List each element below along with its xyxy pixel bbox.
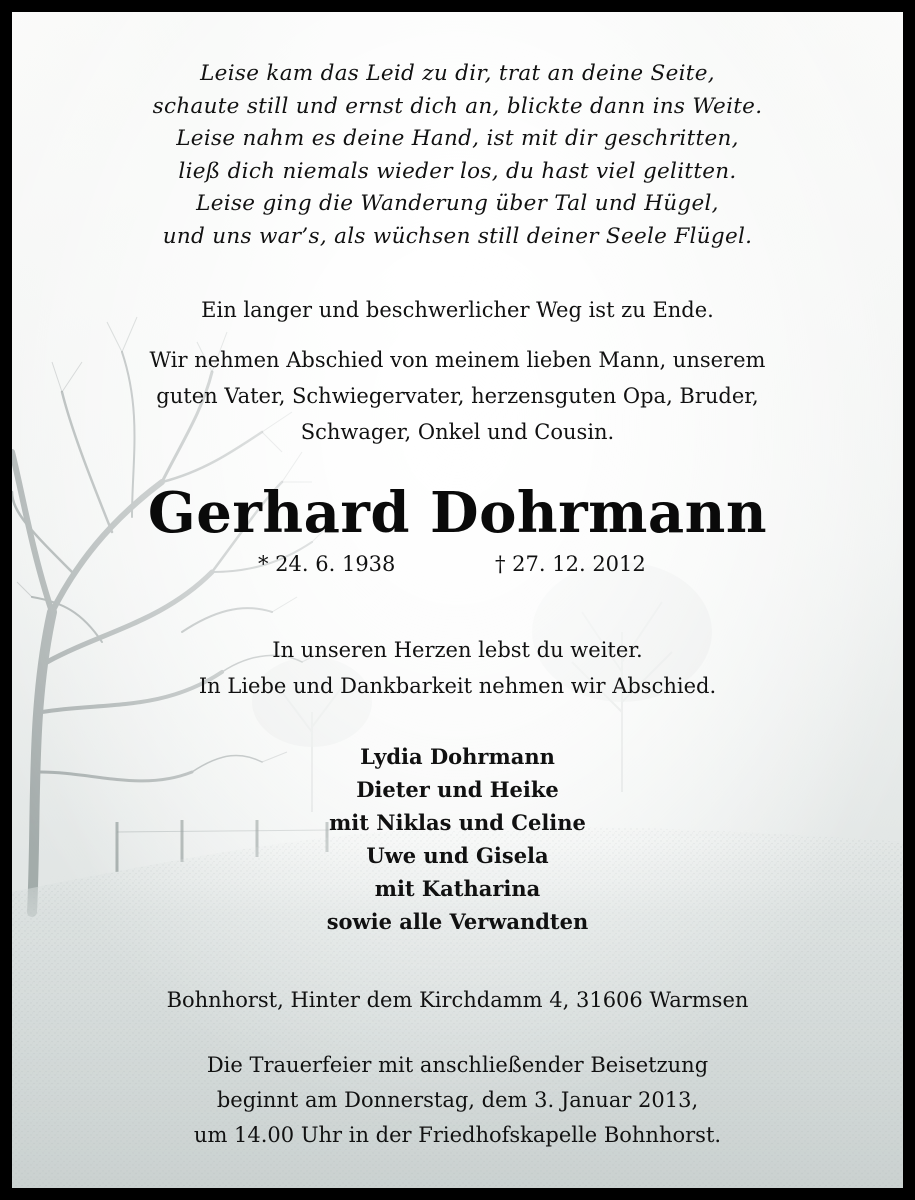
poem-line: Leise nahm es deine Hand, ist mit dir geschritten,	[176, 126, 739, 151]
farewell-text	[12, 342, 903, 450]
poem-line: Leise kam das Leid zu dir, trat an deine Seite,	[200, 61, 715, 86]
mourner-name: sowie alle Verwandten	[326, 909, 589, 934]
mourners-list	[12, 740, 903, 938]
farewell-line: guten Vater, Schwiegervater, herzensguten Opa, Bruder,	[156, 384, 759, 408]
farewell-line: Wir nehmen Abschied von meinem lieben Mann, unserem	[149, 348, 766, 372]
closing-line: In Liebe und Dankbarkeit nehmen wir Abschied.	[198, 674, 717, 698]
deceased-name: Gerhard Dohrmann	[147, 480, 768, 546]
ceremony-info	[12, 1048, 903, 1153]
poem	[12, 58, 903, 253]
closing-line: In unseren Herzen lebst du weiter.	[272, 638, 643, 662]
mourner-name: Dieter und Heike	[356, 777, 559, 802]
mourner-name: mit Niklas und Celine	[329, 810, 586, 835]
death-date: † 27. 12. 2012	[495, 552, 646, 576]
mourner-name: mit Katharina	[374, 876, 541, 901]
ceremony-line: um 14.00 Uhr in der Friedhofskapelle Bohnhorst.	[193, 1123, 722, 1147]
birth-date: * 24. 6. 1938	[258, 552, 396, 576]
ceremony-line: beginnt am Donnerstag, dem 3. Januar 2013,	[216, 1088, 699, 1112]
mourner-name: Lydia Dohrmann	[360, 744, 555, 769]
farewell-line: Schwager, Onkel und Cousin.	[300, 420, 615, 444]
closing-text	[12, 632, 903, 704]
ceremony-line: Die Trauerfeier mit anschließender Beisetzung	[206, 1053, 709, 1077]
poem-line: schaute still und ernst dich an, blickte dann ins Weite.	[152, 93, 763, 119]
family-address: Bohnhorst, Hinter dem Kirchdamm 4, 31606 Warmsen	[166, 988, 749, 1012]
poem-line: ließ dich niemals wieder los, du hast viel gelitten.	[178, 158, 737, 184]
intro-line: Ein langer und beschwerlicher Weg ist zu Ende.	[201, 298, 714, 322]
mourner-name: Uwe und Gisela	[366, 843, 549, 868]
poem-line: Leise ging die Wanderung über Tal und Hügel,	[196, 191, 719, 216]
poem-line: und uns war’s, als wüchsen still deiner Seele Flügel.	[162, 223, 753, 249]
